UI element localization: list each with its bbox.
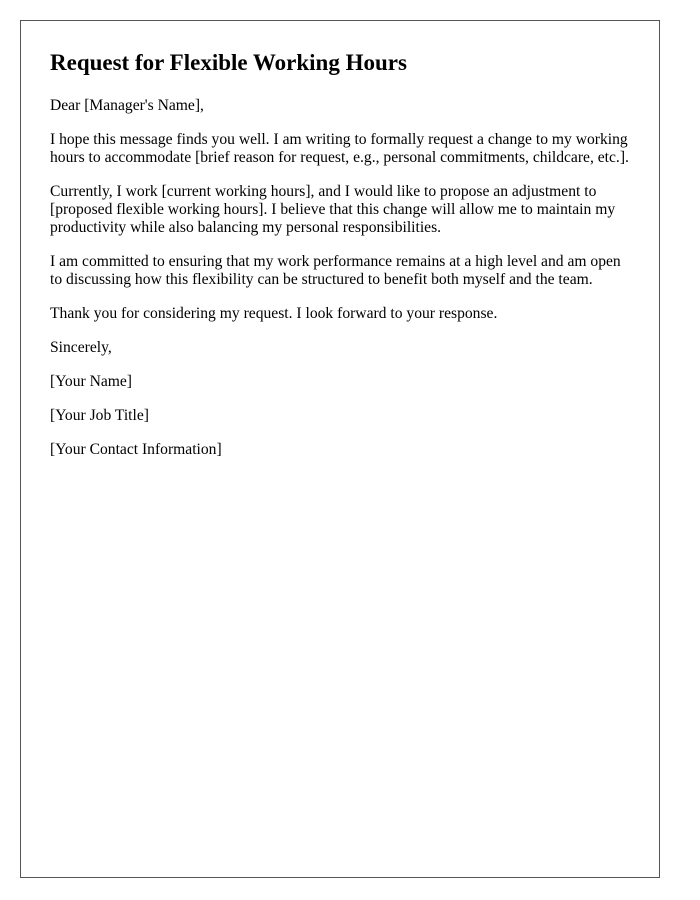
signature-name: [Your Name] — [50, 373, 133, 390]
letter-page — [20, 20, 660, 878]
body-paragraph-intro: I hope this message finds you well. I am writing to formally request a change to my working hours to accommodate [brief reason for request, e.g., personal commitments, childcare, etc.]. — [50, 131, 629, 166]
body-paragraph-commitment: I am committed to ensuring that my work performance remains at a high level and am open to discussing how this flexibility can be structured to benefit both myself and the team. — [50, 253, 621, 288]
signature-contact: [Your Contact Information] — [50, 441, 222, 458]
salutation: Dear [Manager's Name], — [50, 97, 204, 114]
body-paragraph-proposal: Currently, I work [current working hours], and I would like to propose an adjustment to [proposed flexible working hours]. I believe that this change will allow me to maintain my productivity while also balancing my personal responsibilities. — [50, 183, 616, 236]
letter-content — [50, 47, 636, 475]
closing: Sincerely, — [50, 339, 112, 356]
letter-title: Request for Flexible Working Hours — [50, 50, 407, 75]
body-paragraph-thanks: Thank you for considering my request. I look forward to your response. — [50, 305, 498, 322]
signature-job-title: [Your Job Title] — [50, 407, 149, 424]
